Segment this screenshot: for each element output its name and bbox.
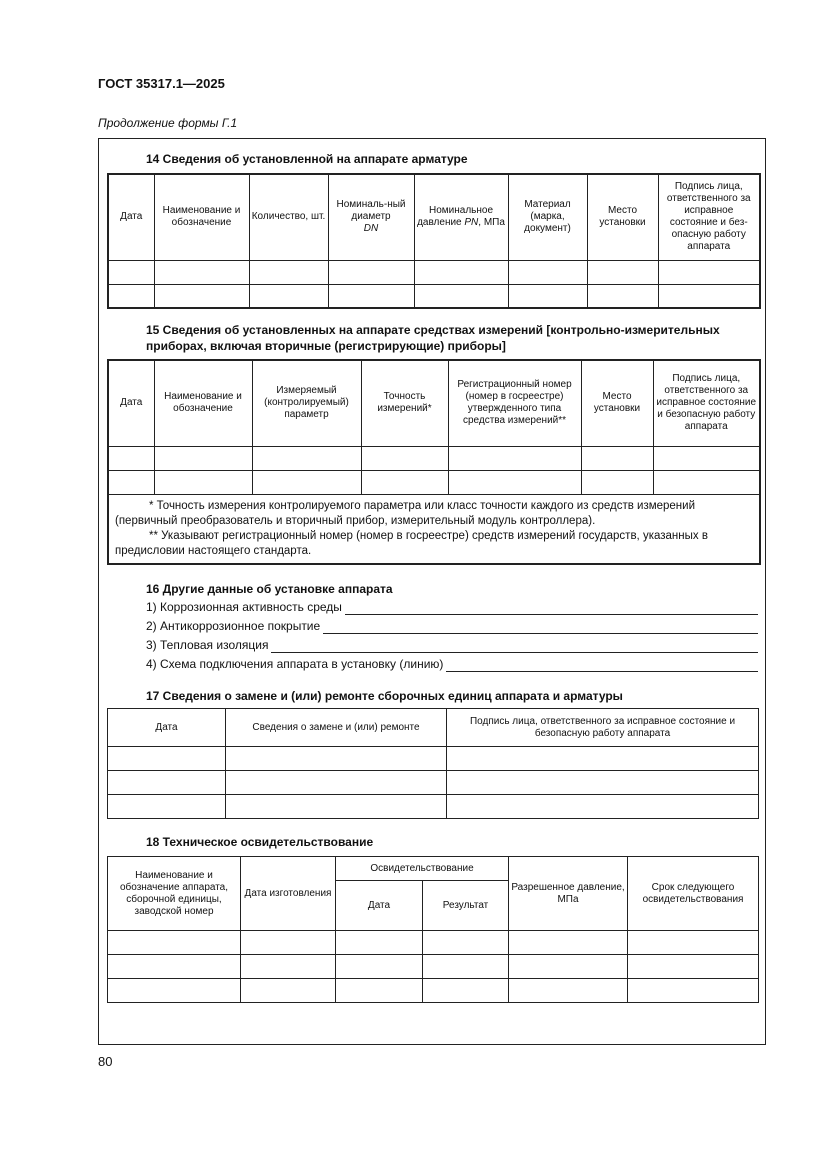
table-row: [108, 955, 759, 979]
table-cell[interactable]: [414, 284, 508, 308]
col-nominal-diameter-label: Номиналь-ный диаметр: [336, 199, 406, 223]
table-cell[interactable]: [226, 771, 447, 795]
table-cell[interactable]: [423, 955, 509, 979]
col-date: Дата: [108, 174, 154, 260]
section-15-notes: [108, 494, 760, 564]
col-inspection: Освидетельствование: [336, 857, 509, 881]
table-cell[interactable]: [241, 931, 336, 955]
col-signature: Подпись лица, ответственного за исправное состояние и безопасную работу аппарата: [447, 709, 759, 747]
table-cell[interactable]: [249, 260, 328, 284]
table-cell[interactable]: [508, 260, 587, 284]
table-cell[interactable]: [423, 979, 509, 1003]
col-inspection-result: Результат: [423, 881, 509, 931]
col-signature: Подпись лица, ответственного за исправное состояние и без-опасную работу аппарата: [658, 174, 760, 260]
table-cell[interactable]: [336, 979, 423, 1003]
table-cell[interactable]: [581, 470, 653, 494]
table-cell[interactable]: [108, 470, 154, 494]
table-cell[interactable]: [587, 284, 658, 308]
table-row: [108, 931, 759, 955]
table-cell[interactable]: [252, 470, 361, 494]
table-cell[interactable]: [249, 284, 328, 308]
table-cell[interactable]: [154, 470, 252, 494]
table-row: [108, 747, 759, 771]
col-date: Дата: [108, 360, 154, 446]
field-anticorrosion-coating: [146, 618, 758, 634]
table-cell[interactable]: [509, 955, 628, 979]
col-location: Место установки: [587, 174, 658, 260]
table-cell[interactable]: [108, 771, 226, 795]
table-row: [108, 260, 760, 284]
col-replacement-info: Сведения о замене и (или) ремонте: [226, 709, 447, 747]
table-cell[interactable]: [336, 955, 423, 979]
table-cell[interactable]: [336, 931, 423, 955]
table-cell[interactable]: [361, 446, 448, 470]
table-cell[interactable]: [226, 795, 447, 819]
table-cell[interactable]: [508, 284, 587, 308]
document-header: ГОСТ 35317.1—2025: [98, 76, 225, 91]
col-apparatus-name: Наименование и обозначение аппарата, сборочной единицы, заводской номер: [108, 857, 241, 931]
col-allowed-pressure: Разрешенное давление, МПа: [509, 857, 628, 931]
table-row: [108, 284, 760, 308]
table-cell[interactable]: [108, 260, 154, 284]
table-cell[interactable]: [658, 284, 760, 308]
page-number: 80: [98, 1054, 113, 1069]
field-label: 3) Тепловая изоляция: [146, 638, 269, 652]
fill-line[interactable]: [345, 603, 758, 615]
table-cell[interactable]: [361, 470, 448, 494]
table-row: [108, 979, 759, 1003]
table-row: [108, 470, 760, 494]
col-quantity: Количество, шт.: [249, 174, 328, 260]
col-nominal-pressure: [414, 174, 508, 260]
table-cell[interactable]: [108, 446, 154, 470]
field-thermal-insulation: [146, 637, 758, 653]
col-name: Наименование и обозначение: [154, 360, 252, 446]
col-location: Место установки: [581, 360, 653, 446]
table-cell[interactable]: [328, 260, 414, 284]
table-cell[interactable]: [447, 747, 759, 771]
col-nominal-pressure-label: Номинальное давление: [417, 205, 494, 229]
table-cell[interactable]: [509, 931, 628, 955]
table-cell[interactable]: [587, 260, 658, 284]
table-cell[interactable]: [154, 284, 249, 308]
table-cell[interactable]: [628, 955, 759, 979]
section-15-table: [107, 359, 761, 565]
section-15-title-line1: 15 Сведения об установленных на аппарате средствах измерений [контрольно-измерительных: [146, 323, 720, 337]
table-cell[interactable]: [241, 979, 336, 1003]
field-label: 4) Схема подключения аппарата в установку (линию): [146, 657, 444, 671]
pn-symbol: PN: [464, 217, 479, 229]
dn-symbol: DN: [363, 223, 379, 235]
section-18-table: [107, 856, 759, 1003]
fill-line[interactable]: [271, 641, 758, 653]
section-18-title: 18 Техническое освидетельствование: [146, 835, 374, 849]
section-17-table: [107, 708, 759, 819]
section-15-title-line2: приборах, включая вторичные (регистрирующие) приборы]: [146, 339, 506, 353]
table-cell[interactable]: [628, 979, 759, 1003]
table-cell[interactable]: [252, 446, 361, 470]
col-date: Дата: [108, 709, 226, 747]
field-label: 1) Коррозионная активность среды: [146, 600, 342, 614]
field-label: 2) Антикоррозионное покрытие: [146, 619, 321, 633]
col-measured-parameter: Измеряемый (контролируемый) параметр: [252, 360, 361, 446]
table-cell[interactable]: [328, 284, 414, 308]
table-cell[interactable]: [108, 284, 154, 308]
pn-unit: , МПа: [478, 217, 505, 229]
table-cell[interactable]: [108, 795, 226, 819]
table-cell[interactable]: [108, 979, 241, 1003]
table-cell[interactable]: [653, 446, 760, 470]
table-cell[interactable]: [448, 470, 581, 494]
section-14-title: 14 Сведения об установленной на аппарате арматуре: [146, 152, 468, 166]
col-next-inspection: Срок следующего освидетельствования: [628, 857, 759, 931]
footnote-registration: ** Указывают регистрационный номер (номер в госреестре) средств измерений государств, указанных в предисловии настоящего стандарта.: [115, 529, 708, 557]
table-row: [108, 771, 759, 795]
fill-line[interactable]: [323, 622, 758, 634]
table-cell[interactable]: [108, 955, 241, 979]
table-cell[interactable]: [154, 446, 252, 470]
table-cell[interactable]: [423, 931, 509, 955]
section-16-title: 16 Другие данные об установке аппарата: [146, 582, 393, 596]
table-row: [108, 795, 759, 819]
col-accuracy: Точность измерений*: [361, 360, 448, 446]
section-17-title: 17 Сведения о замене и (или) ремонте сборочных единиц аппарата и арматуры: [146, 689, 623, 703]
col-signature: Подпись лица, ответственного за исправное состояние и безопасную работу аппарата: [653, 360, 760, 446]
col-nominal-diameter: [328, 174, 414, 260]
table-cell[interactable]: [447, 771, 759, 795]
table-cell[interactable]: [414, 260, 508, 284]
table-cell[interactable]: [154, 260, 249, 284]
table-cell[interactable]: [447, 795, 759, 819]
table-cell[interactable]: [509, 979, 628, 1003]
field-connection-scheme: [146, 656, 758, 672]
section-14-table: [107, 173, 761, 309]
table-cell[interactable]: [448, 446, 581, 470]
form-continuation-label: Продолжение формы Г.1: [98, 116, 238, 130]
table-cell[interactable]: [628, 931, 759, 955]
col-registration-number: Регистрационный номер (номер в госреестре) утвержденного типа средства измерений**: [448, 360, 581, 446]
table-cell[interactable]: [581, 446, 653, 470]
table-cell[interactable]: [226, 747, 447, 771]
fill-line[interactable]: [446, 660, 758, 672]
col-inspection-date: Дата: [336, 881, 423, 931]
field-corrosion-activity: [146, 599, 758, 615]
footnote-accuracy: * Точность измерения контролируемого параметра или класс точности каждого из средств измерений (первичный преобразователь и вторичный прибор, измерительный модуль контроллера).: [115, 499, 696, 527]
table-cell[interactable]: [653, 470, 760, 494]
table-row: [108, 446, 760, 470]
col-material: Материал (марка, документ): [508, 174, 587, 260]
col-manufacture-date: Дата изготовления: [241, 857, 336, 931]
table-cell[interactable]: [658, 260, 760, 284]
table-cell[interactable]: [108, 747, 226, 771]
col-name: Наименование и обозначение: [154, 174, 249, 260]
table-cell[interactable]: [108, 931, 241, 955]
table-cell[interactable]: [241, 955, 336, 979]
